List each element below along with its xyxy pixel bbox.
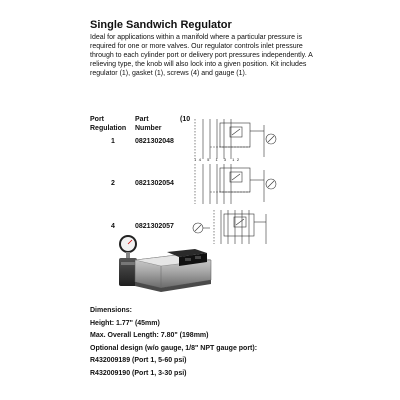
port-label-5: 5 xyxy=(207,157,212,162)
dimensions-block xyxy=(90,305,257,380)
regulator-schematic-port-1 xyxy=(190,115,280,163)
row-3-port: 4 xyxy=(111,223,115,230)
row-1-port: 1 xyxy=(111,138,115,145)
optional-part-1: R432009189 (Port 1, 5-60 psi) xyxy=(90,357,187,364)
dimension-height: Height: 1.77" (45mm) xyxy=(90,319,160,327)
port-label-14: 14 xyxy=(194,157,204,162)
header-part-number: Part Number xyxy=(135,116,162,132)
row-2-part-number: 0821302054 xyxy=(135,180,174,187)
header-port-regulation: Port Regulation xyxy=(90,116,127,132)
regulator-product-image xyxy=(115,232,215,294)
row-1-part-number: 0821302048 xyxy=(135,138,174,145)
optional-design: Optional design (w/o gauge, 1/8" NPT gauge port): xyxy=(90,344,258,352)
page-title: Single Sandwich Regulator xyxy=(90,19,232,31)
product-description: Ideal for applications within a manifold where a particular pressure is required for one or more valves. Our regulator controls inlet pressure through to each cylinder port or delivery port pressures independently. A relieving type, the knob will also lock into a given position. Kit includes regulator (1), gasket (1), screws (4) and gauge (1). xyxy=(90,34,313,77)
port-label-3: 3 xyxy=(223,157,229,162)
dimensions-heading: Dimensions: xyxy=(90,307,133,314)
port-label-12: 12 xyxy=(232,157,242,162)
dimension-length: Max. Overall Length: 7.80" (198mm) xyxy=(90,332,209,339)
row-3-part-number: 0821302057 xyxy=(135,223,174,230)
optional-part-2: R432009190 (Port 1, 3-30 psi) xyxy=(90,369,187,377)
row-2-port: 2 xyxy=(111,180,115,187)
header-note: (10 xyxy=(180,116,191,123)
port-label-1: 1 xyxy=(215,157,221,162)
regulator-schematic-port-2 xyxy=(190,162,280,208)
